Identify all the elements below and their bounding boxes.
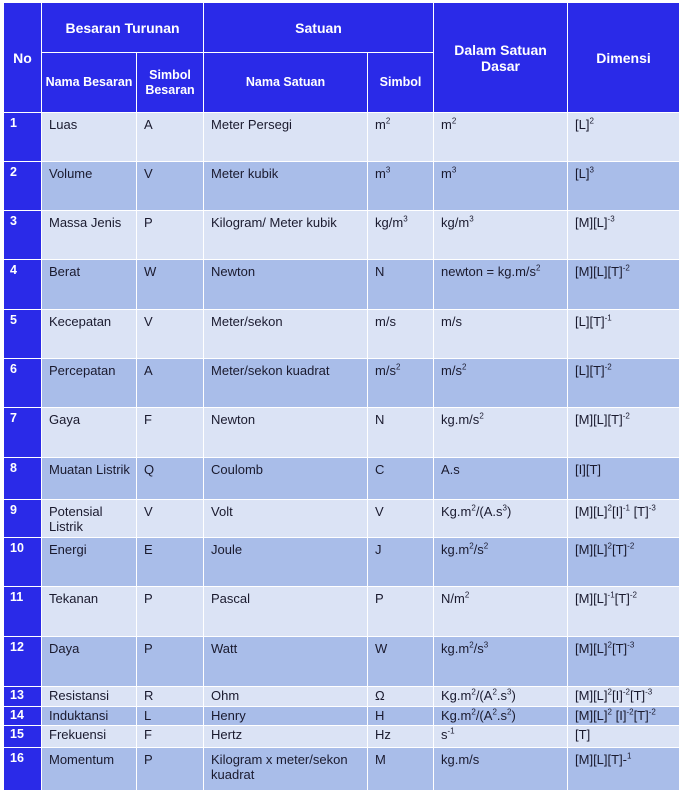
table-row xyxy=(4,458,680,500)
simbol-besaran-cell: F xyxy=(137,408,204,458)
simbol-besaran-cell: P xyxy=(137,211,204,260)
table-body xyxy=(4,113,680,791)
dimensi-cell: $[L][T]^{-2}$ xyxy=(568,359,680,408)
satuan-dasar-cell: $m^3$ xyxy=(434,162,568,211)
simbol-besaran-cell: P xyxy=(137,748,204,791)
nama-satuan-cell: Ohm xyxy=(204,687,368,707)
satuan-dasar-cell: $Kg.m^2/(A^2.s^2)$ xyxy=(434,707,568,726)
satuan-dasar-cell: $Kg.m^2/(A^2.s^3)$ xyxy=(434,687,568,707)
nama-besaran-cell: Resistansi xyxy=(42,687,137,707)
header-dalam-satuan-dasar: Dalam Satuan Dasar xyxy=(434,3,568,113)
table-row xyxy=(4,260,680,310)
header-simbol-besaran: Simbol Besaran xyxy=(137,53,204,113)
satuan-dasar-cell: $N/m^2$ xyxy=(434,587,568,637)
table-row xyxy=(4,310,680,359)
header-satuan: Satuan xyxy=(204,3,434,53)
satuan-dasar-cell: $kg.m^2/s^2$ xyxy=(434,538,568,587)
header-simbol: Simbol xyxy=(368,53,434,113)
dimensi-cell: $[M][L][T]^{-2}$ xyxy=(568,260,680,310)
dimensi-cell: $[M][L]^2[I]^{-2}[T]^{-3}$ xyxy=(568,687,680,707)
table-row xyxy=(4,162,680,211)
row-number-cell: 2 xyxy=(4,162,42,211)
row-number-cell: 16 xyxy=(4,748,42,791)
nama-satuan-cell: Coulomb xyxy=(204,458,368,500)
table-row xyxy=(4,687,680,707)
simbol-besaran-cell: F xyxy=(137,726,204,748)
simbol-besaran-cell: L xyxy=(137,707,204,726)
row-number-cell: 9 xyxy=(4,500,42,538)
nama-besaran-cell: Berat xyxy=(42,260,137,310)
satuan-dasar-cell: m/s xyxy=(434,310,568,359)
simbol-satuan-cell: $m^3$ xyxy=(368,162,434,211)
row-number-cell: 12 xyxy=(4,637,42,687)
simbol-satuan-cell: Ω xyxy=(368,687,434,707)
satuan-dasar-cell: $kg.m^2/s^3$ xyxy=(434,637,568,687)
dimensi-cell: $[L][T]^{-1}$ xyxy=(568,310,680,359)
simbol-besaran-cell: V xyxy=(137,500,204,538)
dimensi-cell: $[M][L][T]^{-2}$ xyxy=(568,408,680,458)
nama-satuan-cell: Joule xyxy=(204,538,368,587)
simbol-satuan-cell: P xyxy=(368,587,434,637)
header-dimensi: Dimensi xyxy=(568,3,680,113)
simbol-satuan-cell: $m/s^2$ xyxy=(368,359,434,408)
simbol-satuan-cell: C xyxy=(368,458,434,500)
dimensi-cell: $[M][L]^{-3}$ xyxy=(568,211,680,260)
table-row xyxy=(4,707,680,726)
dimensi-cell: $[M][L]^2[T]^{-2}$ xyxy=(568,538,680,587)
simbol-besaran-cell: W xyxy=(137,260,204,310)
simbol-besaran-cell: P xyxy=(137,587,204,637)
simbol-satuan-cell: W xyxy=(368,637,434,687)
simbol-satuan-cell: M xyxy=(368,748,434,791)
nama-satuan-cell: Volt xyxy=(204,500,368,538)
table-row xyxy=(4,637,680,687)
table-row xyxy=(4,113,680,162)
row-number-cell: 13 xyxy=(4,687,42,707)
simbol-satuan-cell: N xyxy=(368,408,434,458)
row-number-cell: 8 xyxy=(4,458,42,500)
simbol-besaran-cell: A xyxy=(137,113,204,162)
nama-satuan-cell: Hertz xyxy=(204,726,368,748)
dimensi-cell: [M][L][T]-$^1$ xyxy=(568,748,680,791)
simbol-besaran-cell: Q xyxy=(137,458,204,500)
row-number-cell: 15 xyxy=(4,726,42,748)
simbol-satuan-cell: N xyxy=(368,260,434,310)
nama-satuan-cell: Watt xyxy=(204,637,368,687)
header-besaran-turunan: Besaran Turunan xyxy=(42,3,204,53)
simbol-satuan-cell: $kg/m^3$ xyxy=(368,211,434,260)
row-number-cell: 5 xyxy=(4,310,42,359)
satuan-dasar-cell: $Kg.m^2/(A.s^3)$ xyxy=(434,500,568,538)
satuan-dasar-cell: $s^{-1}$ xyxy=(434,726,568,748)
nama-besaran-cell: Daya xyxy=(42,637,137,687)
dimensi-cell: $[M][L]^2[I]^{-1}$ $[T]^{-3}$ xyxy=(568,500,680,538)
nama-besaran-cell: Potensial Listrik xyxy=(42,500,137,538)
simbol-satuan-cell: $m^2$ xyxy=(368,113,434,162)
dimensi-cell: $[M][L]^{-1}[T]^{-2}$ xyxy=(568,587,680,637)
nama-satuan-cell: Meter/sekon kuadrat xyxy=(204,359,368,408)
nama-besaran-cell: Induktansi xyxy=(42,707,137,726)
simbol-satuan-cell: Hz xyxy=(368,726,434,748)
simbol-satuan-cell: H xyxy=(368,707,434,726)
simbol-satuan-cell: V xyxy=(368,500,434,538)
satuan-dasar-cell: $m/s^2$ xyxy=(434,359,568,408)
simbol-besaran-cell: E xyxy=(137,538,204,587)
nama-satuan-cell: Henry xyxy=(204,707,368,726)
dimensi-cell: $[M][L]^2$ $[I]^{-2}[T]^{-2}$ xyxy=(568,707,680,726)
satuan-dasar-cell: $m^2$ xyxy=(434,113,568,162)
row-number-cell: 3 xyxy=(4,211,42,260)
nama-besaran-cell: Volume xyxy=(42,162,137,211)
nama-besaran-cell: Frekuensi xyxy=(42,726,137,748)
dimensi-cell: $[L]^2$ xyxy=(568,113,680,162)
table-row xyxy=(4,408,680,458)
header-nama-satuan: Nama Satuan xyxy=(204,53,368,113)
row-number-cell: 6 xyxy=(4,359,42,408)
nama-besaran-cell: Luas xyxy=(42,113,137,162)
nama-besaran-cell: Energi xyxy=(42,538,137,587)
simbol-besaran-cell: A xyxy=(137,359,204,408)
table-row xyxy=(4,748,680,791)
row-number-cell: 11 xyxy=(4,587,42,637)
satuan-dasar-cell: $kg.m/s^2$ xyxy=(434,408,568,458)
nama-besaran-cell: Momentum xyxy=(42,748,137,791)
nama-besaran-cell: Gaya xyxy=(42,408,137,458)
dimensi-cell: [T] xyxy=(568,726,680,748)
nama-satuan-cell: Kilogram/ Meter kubik xyxy=(204,211,368,260)
row-number-cell: 14 xyxy=(4,707,42,726)
nama-satuan-cell: Meter Persegi xyxy=(204,113,368,162)
simbol-besaran-cell: R xyxy=(137,687,204,707)
nama-besaran-cell: Tekanan xyxy=(42,587,137,637)
row-number-cell: 10 xyxy=(4,538,42,587)
satuan-dasar-cell: A.s xyxy=(434,458,568,500)
satuan-dasar-cell: $kg/m^3$ xyxy=(434,211,568,260)
header-no: No xyxy=(4,3,42,113)
table-row xyxy=(4,359,680,408)
satuan-dasar-cell: kg.m/s xyxy=(434,748,568,791)
nama-satuan-cell: Meter/sekon xyxy=(204,310,368,359)
table-row xyxy=(4,587,680,637)
row-number-cell: 7 xyxy=(4,408,42,458)
derived-quantities-table xyxy=(3,2,680,791)
simbol-besaran-cell: P xyxy=(137,637,204,687)
nama-besaran-cell: Muatan Listrik xyxy=(42,458,137,500)
nama-satuan-cell: Newton xyxy=(204,260,368,310)
row-number-cell: 1 xyxy=(4,113,42,162)
simbol-satuan-cell: J xyxy=(368,538,434,587)
nama-besaran-cell: Percepatan xyxy=(42,359,137,408)
header-nama-besaran: Nama Besaran xyxy=(42,53,137,113)
dimensi-cell: $[L]^3$ xyxy=(568,162,680,211)
table-row xyxy=(4,726,680,748)
nama-besaran-cell: Kecepatan xyxy=(42,310,137,359)
table-row xyxy=(4,538,680,587)
row-number-cell: 4 xyxy=(4,260,42,310)
table-row xyxy=(4,211,680,260)
simbol-satuan-cell: m/s xyxy=(368,310,434,359)
table-row xyxy=(4,500,680,538)
dimensi-cell: [I][T] xyxy=(568,458,680,500)
dimensi-cell: $[M][L]^2[T]^{-3}$ xyxy=(568,637,680,687)
simbol-besaran-cell: V xyxy=(137,310,204,359)
satuan-dasar-cell: newton = $kg.m/s^2$ xyxy=(434,260,568,310)
nama-satuan-cell: Newton xyxy=(204,408,368,458)
nama-satuan-cell: Kilogram x meter/sekon kuadrat xyxy=(204,748,368,791)
nama-besaran-cell: Massa Jenis xyxy=(42,211,137,260)
nama-satuan-cell: Pascal xyxy=(204,587,368,637)
simbol-besaran-cell: V xyxy=(137,162,204,211)
nama-satuan-cell: Meter kubik xyxy=(204,162,368,211)
